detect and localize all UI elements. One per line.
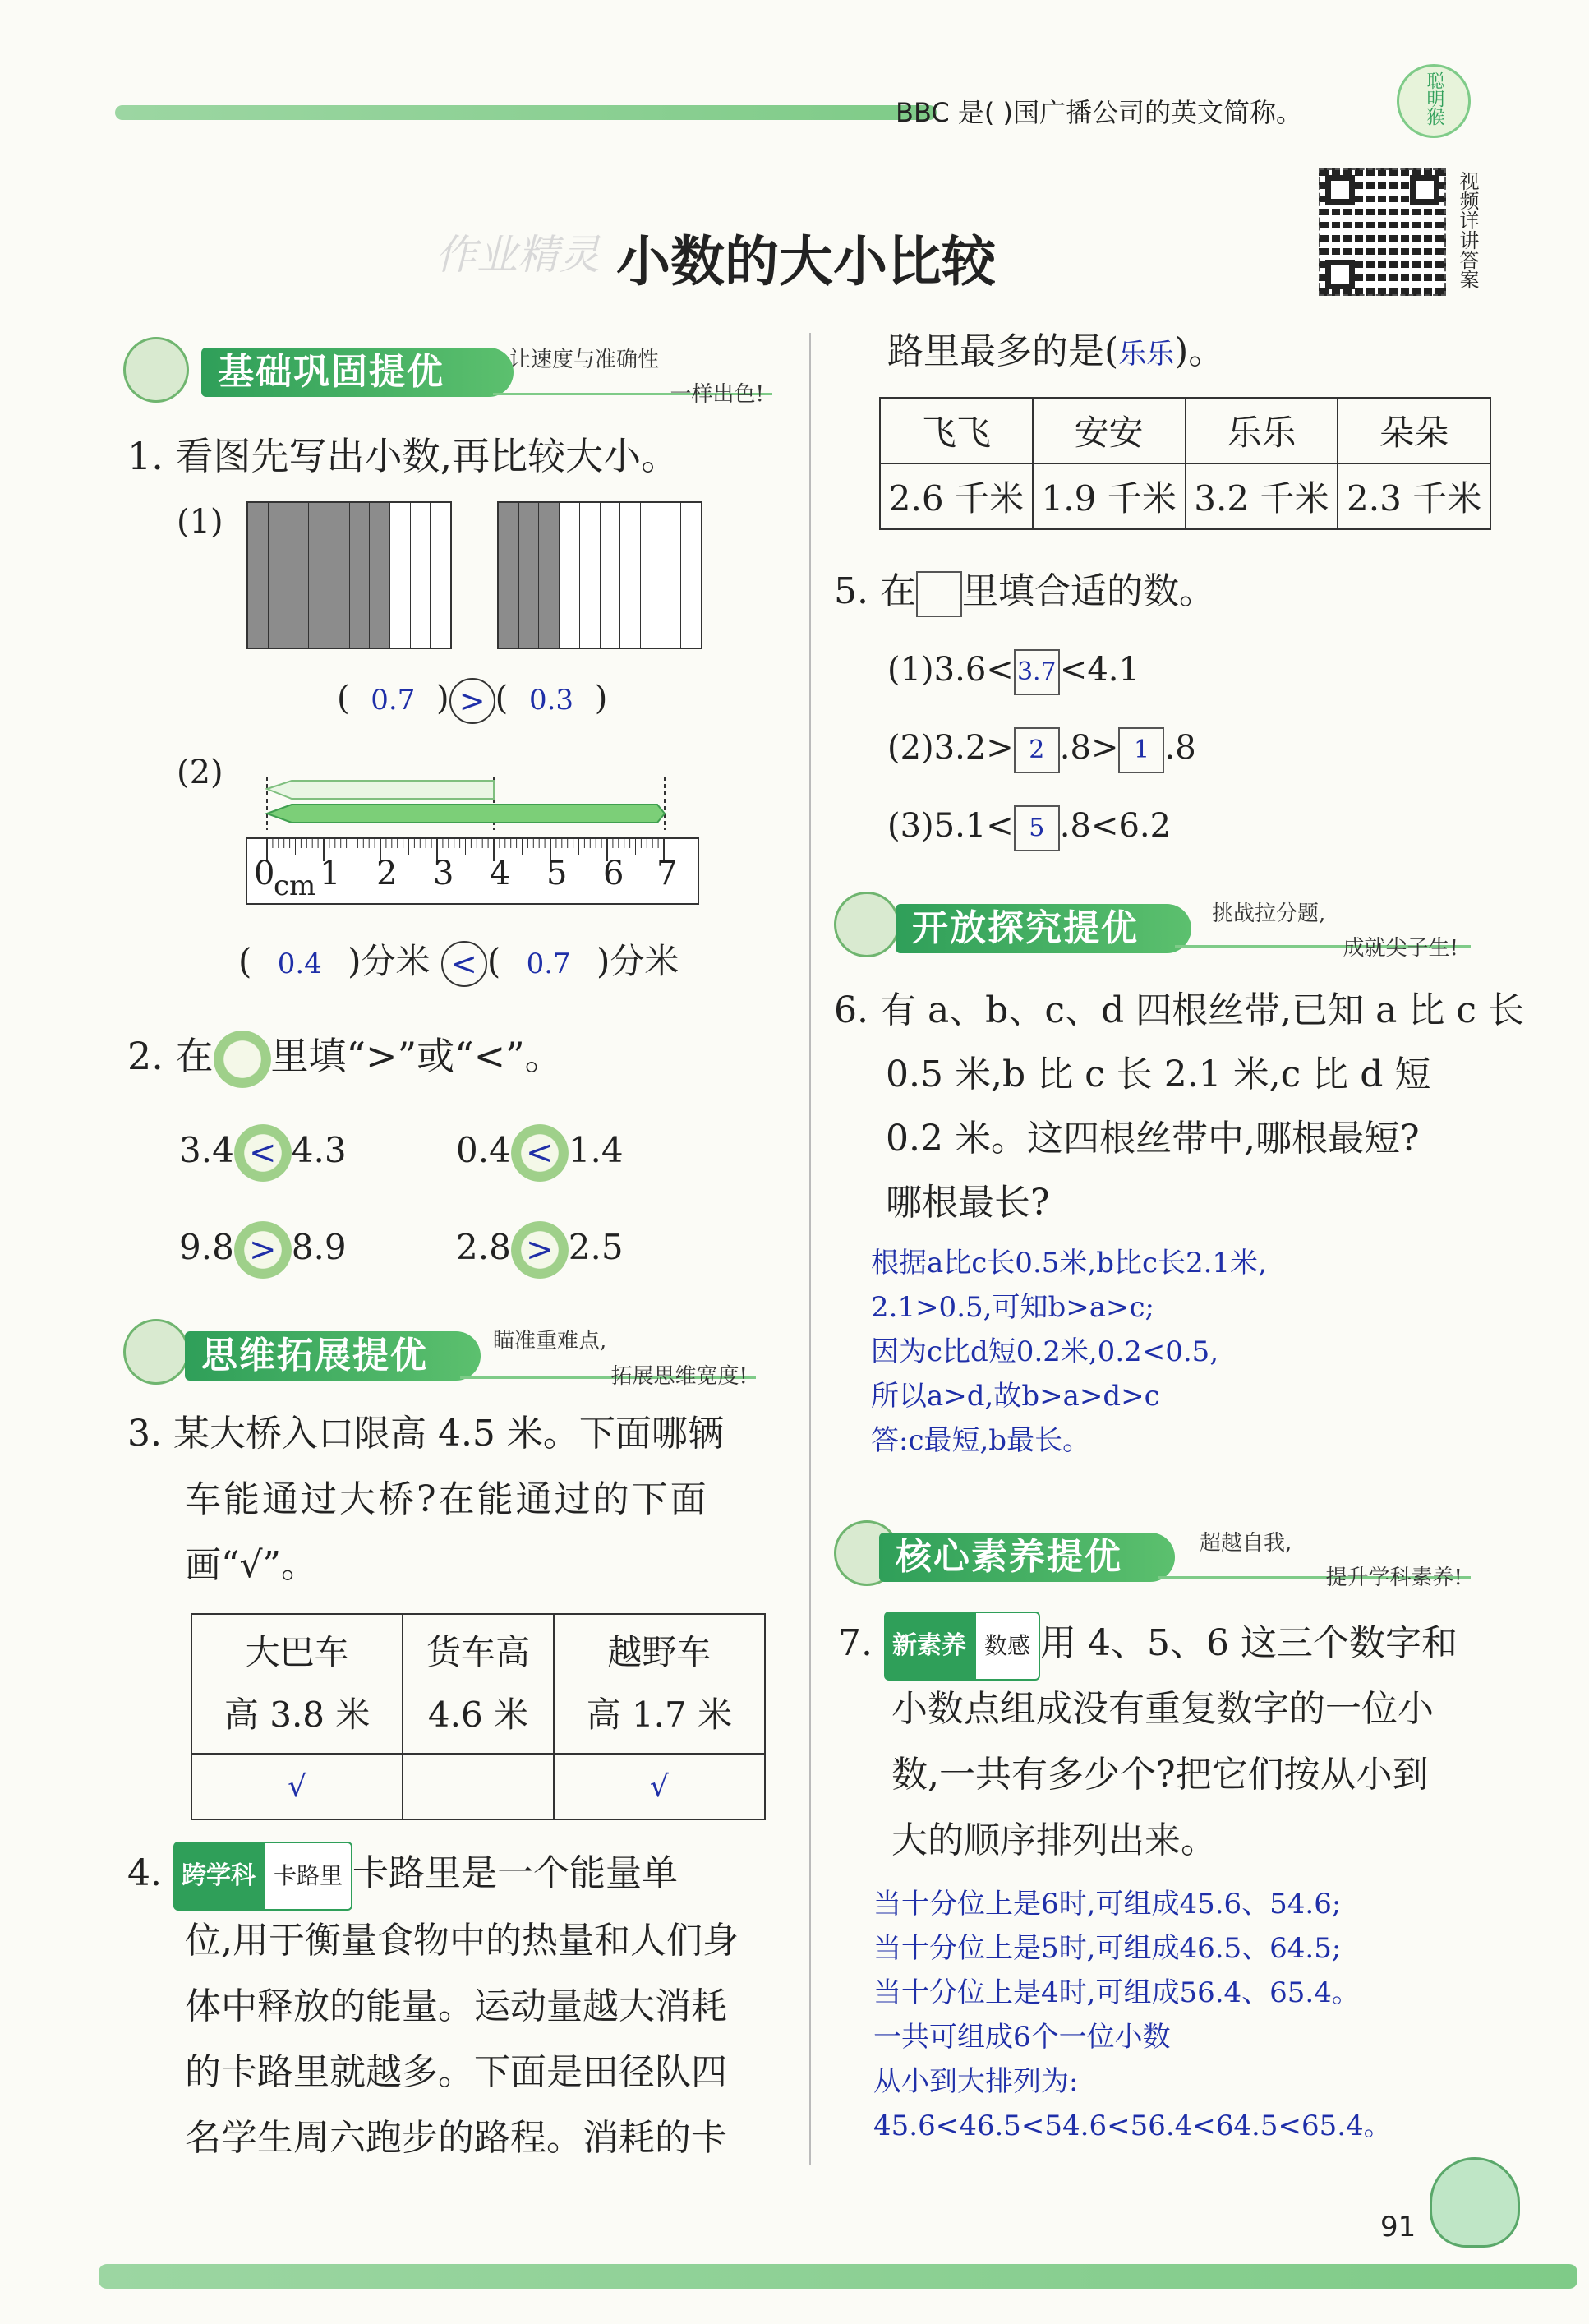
q5-answer-box[interactable]: 5 bbox=[1014, 805, 1060, 851]
q7-line: 小数点组成没有重复数字的一位小 bbox=[891, 1688, 1434, 1730]
section-thinking-sub1: 瞄准重难点, bbox=[493, 1329, 607, 1353]
q5-post: <4.1 bbox=[1059, 651, 1140, 689]
qr-code[interactable] bbox=[1319, 168, 1446, 296]
section-basic-title: 基础巩固提优 bbox=[201, 348, 514, 397]
q6-line: 哪根最长? bbox=[886, 1182, 1050, 1224]
q2-b: 8.9 bbox=[291, 1227, 347, 1267]
header-brand-logo bbox=[1397, 64, 1471, 138]
q2-item bbox=[456, 1118, 624, 1183]
cell bbox=[370, 503, 390, 648]
q5-pre: (2)3.2> bbox=[887, 729, 1014, 767]
cell bbox=[560, 503, 580, 648]
q7-text: 用 4、5、6 这三个数字和 bbox=[1040, 1622, 1458, 1664]
q5-post: .8 bbox=[1164, 729, 1196, 767]
q4-name: 安安 bbox=[1033, 398, 1186, 463]
q6-answer-line: 2.1>0.5,可知b>a>c; bbox=[871, 1291, 1154, 1324]
q4-line1 bbox=[127, 1841, 678, 1911]
q4-name: 朵朵 bbox=[1338, 398, 1490, 463]
q7-tag: 新素养 bbox=[884, 1612, 974, 1681]
q5-pre: (1)3.6< bbox=[887, 651, 1014, 689]
section-core-title: 核心素养提优 bbox=[879, 1533, 1175, 1582]
q1-part2-label: (2) bbox=[177, 754, 223, 791]
q7-answer-line: 一共可组成6个一位小数 bbox=[873, 2021, 1171, 2054]
q7-line: 大的顺序排列出来。 bbox=[891, 1819, 1217, 1861]
section-core-sub2: 提升学科素养! bbox=[1325, 1565, 1462, 1590]
q4-tag2: 卡路里 bbox=[264, 1842, 352, 1911]
q4-name: 飞飞 bbox=[880, 398, 1033, 463]
q3-mark-cell[interactable]: √ bbox=[554, 1754, 765, 1819]
q4-line: 体中释放的能量。运动量越大消耗 bbox=[185, 1985, 727, 2027]
q2-item bbox=[179, 1215, 347, 1280]
q7-answer-line: 从小到大排列为: bbox=[873, 2065, 1079, 2098]
q5-answer-box[interactable]: 3.7 bbox=[1014, 649, 1060, 695]
cell bbox=[411, 503, 431, 648]
footer-bar bbox=[99, 2264, 1577, 2289]
q2-a: 9.8 bbox=[179, 1227, 234, 1267]
q2-text-a: 2. 在 bbox=[127, 1034, 214, 1078]
q6-answer-line: 所以a>d,故b>a>d>c bbox=[871, 1380, 1160, 1413]
cell bbox=[641, 503, 661, 648]
q3-h: 大巴车 bbox=[245, 1632, 349, 1672]
section-basic-sub2: 一样出色! bbox=[670, 382, 764, 407]
dolphin-icon bbox=[1430, 2157, 1520, 2248]
q7-num: 7. bbox=[838, 1622, 873, 1664]
column-divider bbox=[809, 333, 811, 2165]
cell bbox=[519, 503, 540, 648]
brand-text: 聪明猴 bbox=[1424, 71, 1444, 126]
q5-text-a: 5. 在 bbox=[834, 570, 916, 612]
ruler-labels bbox=[242, 855, 711, 904]
cell bbox=[350, 503, 371, 648]
q1-text: 1. 看图先写出小数,再比较大小。 bbox=[127, 434, 679, 478]
q5-item2 bbox=[887, 715, 1196, 781]
cell bbox=[309, 503, 329, 648]
cell bbox=[329, 503, 350, 648]
ruler-unit: cm bbox=[274, 869, 316, 902]
q3-line3: 画“√”。 bbox=[185, 1544, 318, 1586]
cell bbox=[661, 503, 682, 648]
q2-item bbox=[179, 1118, 347, 1183]
q5-text bbox=[834, 559, 1215, 625]
q3-h: 4.6 米 bbox=[427, 1695, 529, 1735]
flower-icon bbox=[214, 1031, 271, 1088]
q7-tag2: 数感 bbox=[974, 1612, 1040, 1681]
q4-tail: )。 bbox=[1174, 330, 1225, 372]
mascot-icon bbox=[834, 892, 900, 957]
cell bbox=[601, 503, 621, 648]
q7-answer-line: 45.6<46.5<54.6<56.4<64.5<65.4。 bbox=[873, 2110, 1392, 2142]
q2-text-b: 里填“>”或“<”。 bbox=[270, 1034, 563, 1078]
q1-part2-answer: ( 0.4 )分米 < ( 0.7 )分米 bbox=[238, 933, 679, 993]
q4-line-cont bbox=[887, 319, 1224, 387]
q1-p2-right: 0.7 bbox=[526, 948, 571, 980]
section-open-sub1: 挑战拉分题, bbox=[1212, 901, 1326, 926]
q4-line: 名学生周六跑步的路程。消耗的卡 bbox=[185, 2117, 727, 2159]
q4-line: 的卡路里就越多。下面是田径队四 bbox=[185, 2051, 727, 2093]
q2-sign: > bbox=[234, 1221, 292, 1279]
q3-header-cell bbox=[554, 1614, 765, 1754]
q4-line: 位,用于衡量食物中的热量和人们身 bbox=[185, 1920, 739, 1962]
q7-answer-line: 当十分位上是6时,可组成45.6、54.6; bbox=[873, 1888, 1342, 1921]
tick-label: 7 bbox=[656, 855, 678, 892]
cell bbox=[620, 503, 641, 648]
section-open-sub2: 成就尖子生! bbox=[1343, 936, 1458, 961]
q2-a: 0.4 bbox=[456, 1130, 511, 1170]
q6-line: 0.2 米。这四根丝带中,哪根最短? bbox=[886, 1118, 1420, 1160]
tick-label: 2 bbox=[376, 855, 398, 892]
q7-line: 数,一共有多少个?把它们按从小到 bbox=[891, 1754, 1429, 1796]
cell bbox=[269, 503, 289, 648]
section-thinking-title: 思维拓展提优 bbox=[185, 1331, 481, 1381]
q7-line1 bbox=[838, 1611, 1458, 1681]
tick-label: 0 bbox=[254, 855, 275, 892]
page-title: 小数的大小比较 bbox=[616, 230, 996, 293]
unit: 分米 bbox=[361, 941, 431, 981]
q7-answer-line: 当十分位上是4时,可组成56.4、65.4。 bbox=[873, 1976, 1360, 2009]
cell bbox=[499, 503, 519, 648]
qr-label: 视频详讲答案 bbox=[1456, 171, 1479, 289]
q3-header-cell bbox=[403, 1614, 553, 1754]
q4-answer: 乐乐 bbox=[1118, 338, 1175, 371]
q4-distance: 2.6 千米 bbox=[880, 463, 1033, 529]
header-riddle: BBC 是( )国广播公司的英文简称。 bbox=[896, 97, 1303, 128]
section-basic-sub1: 让速度与准确性 bbox=[509, 348, 660, 372]
q1-p1-left: 0.7 bbox=[371, 684, 416, 717]
tick-label: 6 bbox=[603, 855, 624, 892]
q2-sign: < bbox=[234, 1124, 292, 1182]
q3-table bbox=[191, 1613, 766, 1820]
q2-b: 1.4 bbox=[568, 1130, 624, 1170]
q1-part1-answer: ( 0.7 ) > ( 0.3 ) bbox=[337, 670, 607, 729]
tick-label: 4 bbox=[490, 855, 511, 892]
unit: 分米 bbox=[610, 941, 679, 981]
q1-part1-label: (1) bbox=[177, 503, 223, 541]
q6-line: 0.5 米,b 比 c 长 2.1 米,c 比 d 短 bbox=[886, 1054, 1431, 1095]
tick-label: 3 bbox=[433, 855, 454, 892]
cell bbox=[539, 503, 560, 648]
header-bar bbox=[115, 105, 937, 120]
q5-item1 bbox=[887, 637, 1140, 703]
q3-line1: 3. 某大桥入口限高 4.5 米。下面哪辆 bbox=[127, 1413, 724, 1455]
q5-item3 bbox=[887, 793, 1171, 859]
q4-num: 4. bbox=[127, 1852, 162, 1894]
cell bbox=[390, 503, 411, 648]
q4-text: 路里最多的是( bbox=[887, 330, 1119, 372]
q7-answer bbox=[873, 1882, 1392, 2148]
q4-tag: 跨学科 bbox=[173, 1842, 264, 1911]
q3-mark-cell[interactable] bbox=[403, 1754, 553, 1819]
watermark: 作业精灵 bbox=[435, 231, 600, 279]
q1-grid-right bbox=[497, 501, 702, 649]
tick-label: 1 bbox=[320, 855, 341, 892]
mascot-icon bbox=[123, 1319, 189, 1385]
q2-sign: < bbox=[511, 1124, 569, 1182]
q3-h: 高 3.8 米 bbox=[223, 1695, 371, 1735]
q5-answer-box[interactable]: 2 bbox=[1014, 727, 1060, 773]
q5-post: .8<6.2 bbox=[1059, 807, 1172, 845]
q2-b: 4.3 bbox=[291, 1130, 347, 1170]
empty-box-icon bbox=[916, 571, 962, 617]
q5-pre: (3)5.1< bbox=[887, 807, 1014, 845]
q3-h: 高 1.7 米 bbox=[586, 1695, 733, 1735]
q5-mid: .8> bbox=[1059, 729, 1119, 767]
cell bbox=[681, 503, 701, 648]
mascot-icon bbox=[123, 337, 189, 403]
q7-answer-line: 当十分位上是5时,可组成46.5、64.5; bbox=[873, 1932, 1342, 1965]
q1-p1-right: 0.3 bbox=[528, 684, 574, 717]
q1-p2-left: 0.4 bbox=[277, 948, 322, 980]
q2-item bbox=[456, 1215, 624, 1280]
q2-text bbox=[127, 1023, 563, 1089]
q5-answer-box[interactable]: 1 bbox=[1118, 727, 1164, 773]
cell bbox=[580, 503, 601, 648]
q3-h: 货车高 bbox=[426, 1632, 530, 1672]
q6-answer bbox=[871, 1241, 1267, 1463]
q6-answer-line: 根据a比c长0.5米,b比c长2.1米, bbox=[871, 1247, 1267, 1280]
q4-text: 卡路里是一个能量单 bbox=[352, 1852, 678, 1894]
q5-text-b: 里填合适的数。 bbox=[961, 570, 1215, 612]
q2-a: 2.8 bbox=[456, 1227, 511, 1267]
q2-b: 2.5 bbox=[568, 1227, 624, 1267]
page-number: 91 bbox=[1380, 2211, 1416, 2243]
q1-p2-sign: < bbox=[441, 941, 487, 987]
q6-line: 6. 有 a、b、c、d 四根丝带,已知 a 比 c 长 bbox=[834, 989, 1524, 1031]
q4-distance: 1.9 千米 bbox=[1033, 463, 1186, 529]
q3-mark-cell[interactable]: √ bbox=[191, 1754, 403, 1819]
q1-grid-left bbox=[246, 501, 452, 649]
q2-a: 3.4 bbox=[179, 1130, 234, 1170]
q3-h: 越野车 bbox=[607, 1632, 712, 1672]
cell bbox=[248, 503, 269, 648]
q6-answer-line: 答:c最短,b最长。 bbox=[871, 1424, 1091, 1457]
tick-label: 5 bbox=[546, 855, 568, 892]
q4-distance: 3.2 千米 bbox=[1186, 463, 1338, 529]
q4-table bbox=[879, 397, 1491, 530]
section-open-title: 开放探究提优 bbox=[896, 904, 1191, 953]
q3-line2: 车能通过大桥?在能通过的下面 bbox=[185, 1478, 709, 1520]
q4-distance: 2.3 千米 bbox=[1338, 463, 1490, 529]
cell bbox=[431, 503, 450, 648]
q2-sign: > bbox=[511, 1221, 569, 1279]
cell bbox=[288, 503, 309, 648]
short-pencil bbox=[267, 781, 494, 799]
section-core-sub1: 超越自我, bbox=[1200, 1531, 1292, 1556]
section-thinking-sub2: 拓展思维宽度! bbox=[610, 1364, 748, 1389]
long-pencil bbox=[267, 805, 665, 823]
q4-name: 乐乐 bbox=[1186, 398, 1338, 463]
q6-answer-line: 因为c比d短0.2米,0.2<0.5, bbox=[871, 1335, 1219, 1368]
q1-p1-sign: > bbox=[449, 678, 495, 724]
q3-header-cell bbox=[191, 1614, 403, 1754]
